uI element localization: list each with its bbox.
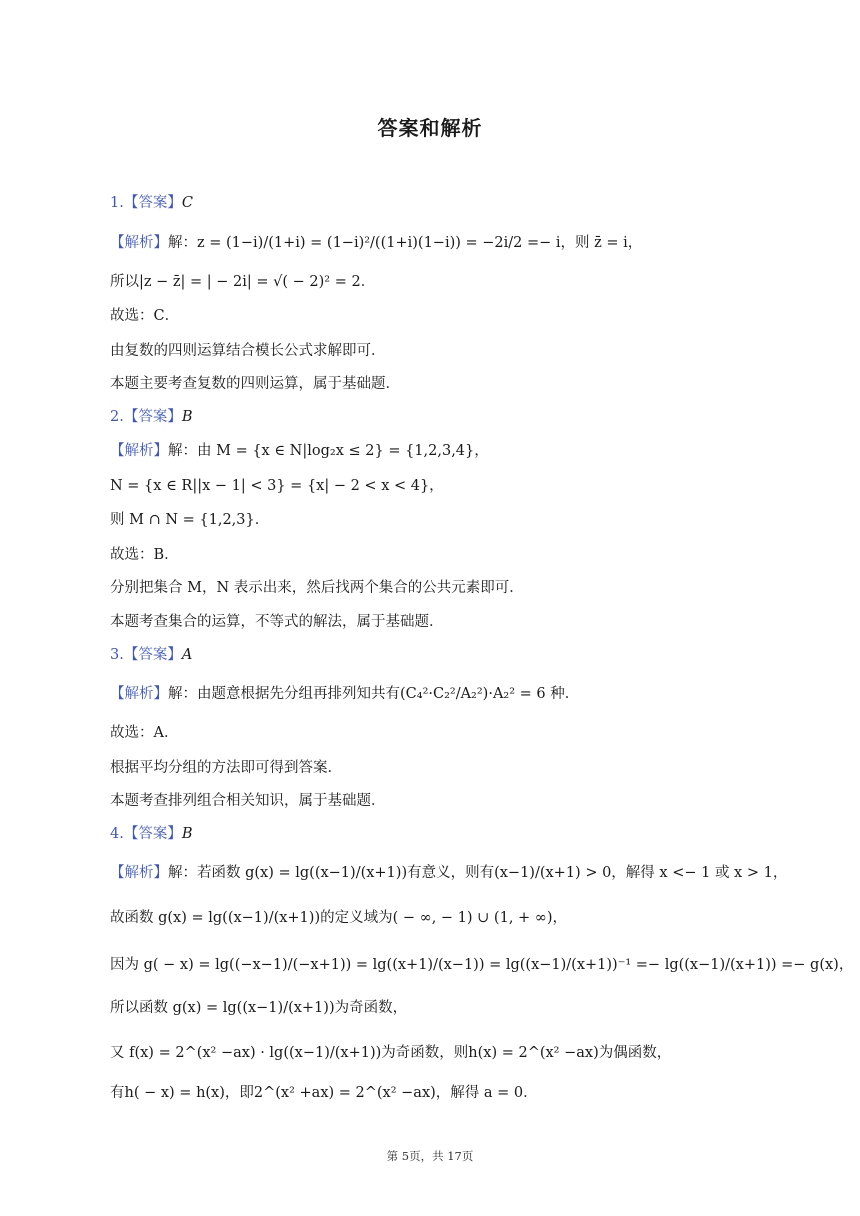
q2-line-2: N = {x ∈ R||x − 1| < 3} = {x| − 2 < x < 4}， (110, 478, 444, 494)
q2-line-4: 故选：B． (110, 547, 179, 563)
q1-number: 1. (110, 195, 124, 211)
q4-line-3: 因为 g( − x) = lg((−x−1)/(−x+1)) = lg((x+1)/(x−1)) = lg((x−1)/(x+1))⁻¹ =− lg((x−1)/(x+1)) =− g(x)， (110, 957, 854, 973)
q1-analysis-text: 解：z = (1−i)/(1+i) = (1−i)²/((1+i)(1−i)) = −2i/2 =− i，则 z̄ = i， (168, 235, 643, 251)
q2-line-3: 则 M ∩ N = {1,2,3}． (110, 512, 270, 528)
q4-line-2: 故函数 g(x) = lg((x−1)/(x+1))的定义域为( − ∞, − 1) ∪ (1, + ∞)， (110, 910, 568, 926)
q3-analysis-line (110, 682, 579, 703)
q4-line-5: 又 f(x) = 2^(x² −ax) · lg((x−1)/(x+1))为奇函数，则h(x) = 2^(x² −ax)为偶函数， (110, 1045, 672, 1061)
q3-analysis-text: 解：由题意根据先分组再排列知共有(C₄²·C₂²/A₂²)·A₂² = 6 种． (168, 686, 580, 702)
q1-line-2: 所以|z − z̄| = | − 2i| = √( − 2)² = 2． (110, 274, 376, 290)
q2-analysis-text: 解：由 M = {x ∈ N|log₂x ≤ 2} = {1,2,3,4}， (168, 443, 489, 459)
q2-answer: B (181, 409, 193, 425)
q4-analysis-label: 【解析】 (110, 865, 168, 881)
q1-analysis-label: 【解析】 (110, 235, 168, 251)
q4-answer: B (181, 826, 193, 842)
q4-analysis-text: 解：若函数 g(x) = lg((x−1)/(x+1))有意义，则有(x−1)/(x+1) > 0，解得 x <− 1 或 x > 1， (168, 865, 788, 881)
q2-answer-line (110, 405, 193, 426)
q2-line-6: 本题考查集合的运算，不等式的解法，属于基础题． (110, 614, 444, 630)
q3-line-2: 故选：A． (110, 725, 179, 741)
q4-answer-line (110, 822, 193, 843)
q4-answer-label: 【答案】 (123, 826, 182, 842)
q4-number: 4. (110, 826, 124, 842)
q3-analysis-label: 【解析】 (110, 686, 168, 702)
q2-analysis-line (110, 439, 489, 460)
q3-answer-label: 【答案】 (123, 647, 182, 663)
q3-line-3: 根据平均分组的方法即可得到答案． (110, 760, 342, 776)
page-title: 答案和解析 (377, 116, 483, 140)
q3-answer: A (181, 647, 193, 663)
q1-analysis-line (110, 231, 642, 252)
q2-answer-label: 【答案】 (123, 409, 182, 425)
q2-number: 2. (110, 409, 124, 425)
q3-number: 3. (110, 647, 124, 663)
q1-line-3: 故选：C． (110, 308, 180, 324)
q1-line-5: 本题主要考查复数的四则运算，属于基础题． (110, 376, 400, 392)
q4-analysis-line (110, 861, 787, 882)
q3-line-4: 本题考查排列组合相关知识，属于基础题． (110, 793, 386, 809)
q1-answer: C (181, 195, 193, 211)
q2-line-5: 分别把集合 M，N 表示出来，然后找两个集合的公共元素即可． (110, 580, 524, 596)
q4-line-4: 所以函数 g(x) = lg((x−1)/(x+1))为奇函数， (110, 1000, 408, 1016)
page-footer: 第 5页，共 17页 (386, 1149, 474, 1163)
q3-answer-line (110, 643, 192, 664)
q1-answer-line (110, 191, 193, 212)
q1-answer-label: 【答案】 (123, 195, 182, 211)
q4-line-6: 有h( − x) = h(x)，即2^(x² +ax) = 2^(x² −ax)，解得 a = 0． (110, 1085, 538, 1101)
q2-analysis-label: 【解析】 (110, 443, 168, 459)
q1-line-4: 由复数的四则运算结合模长公式求解即可． (110, 343, 386, 359)
